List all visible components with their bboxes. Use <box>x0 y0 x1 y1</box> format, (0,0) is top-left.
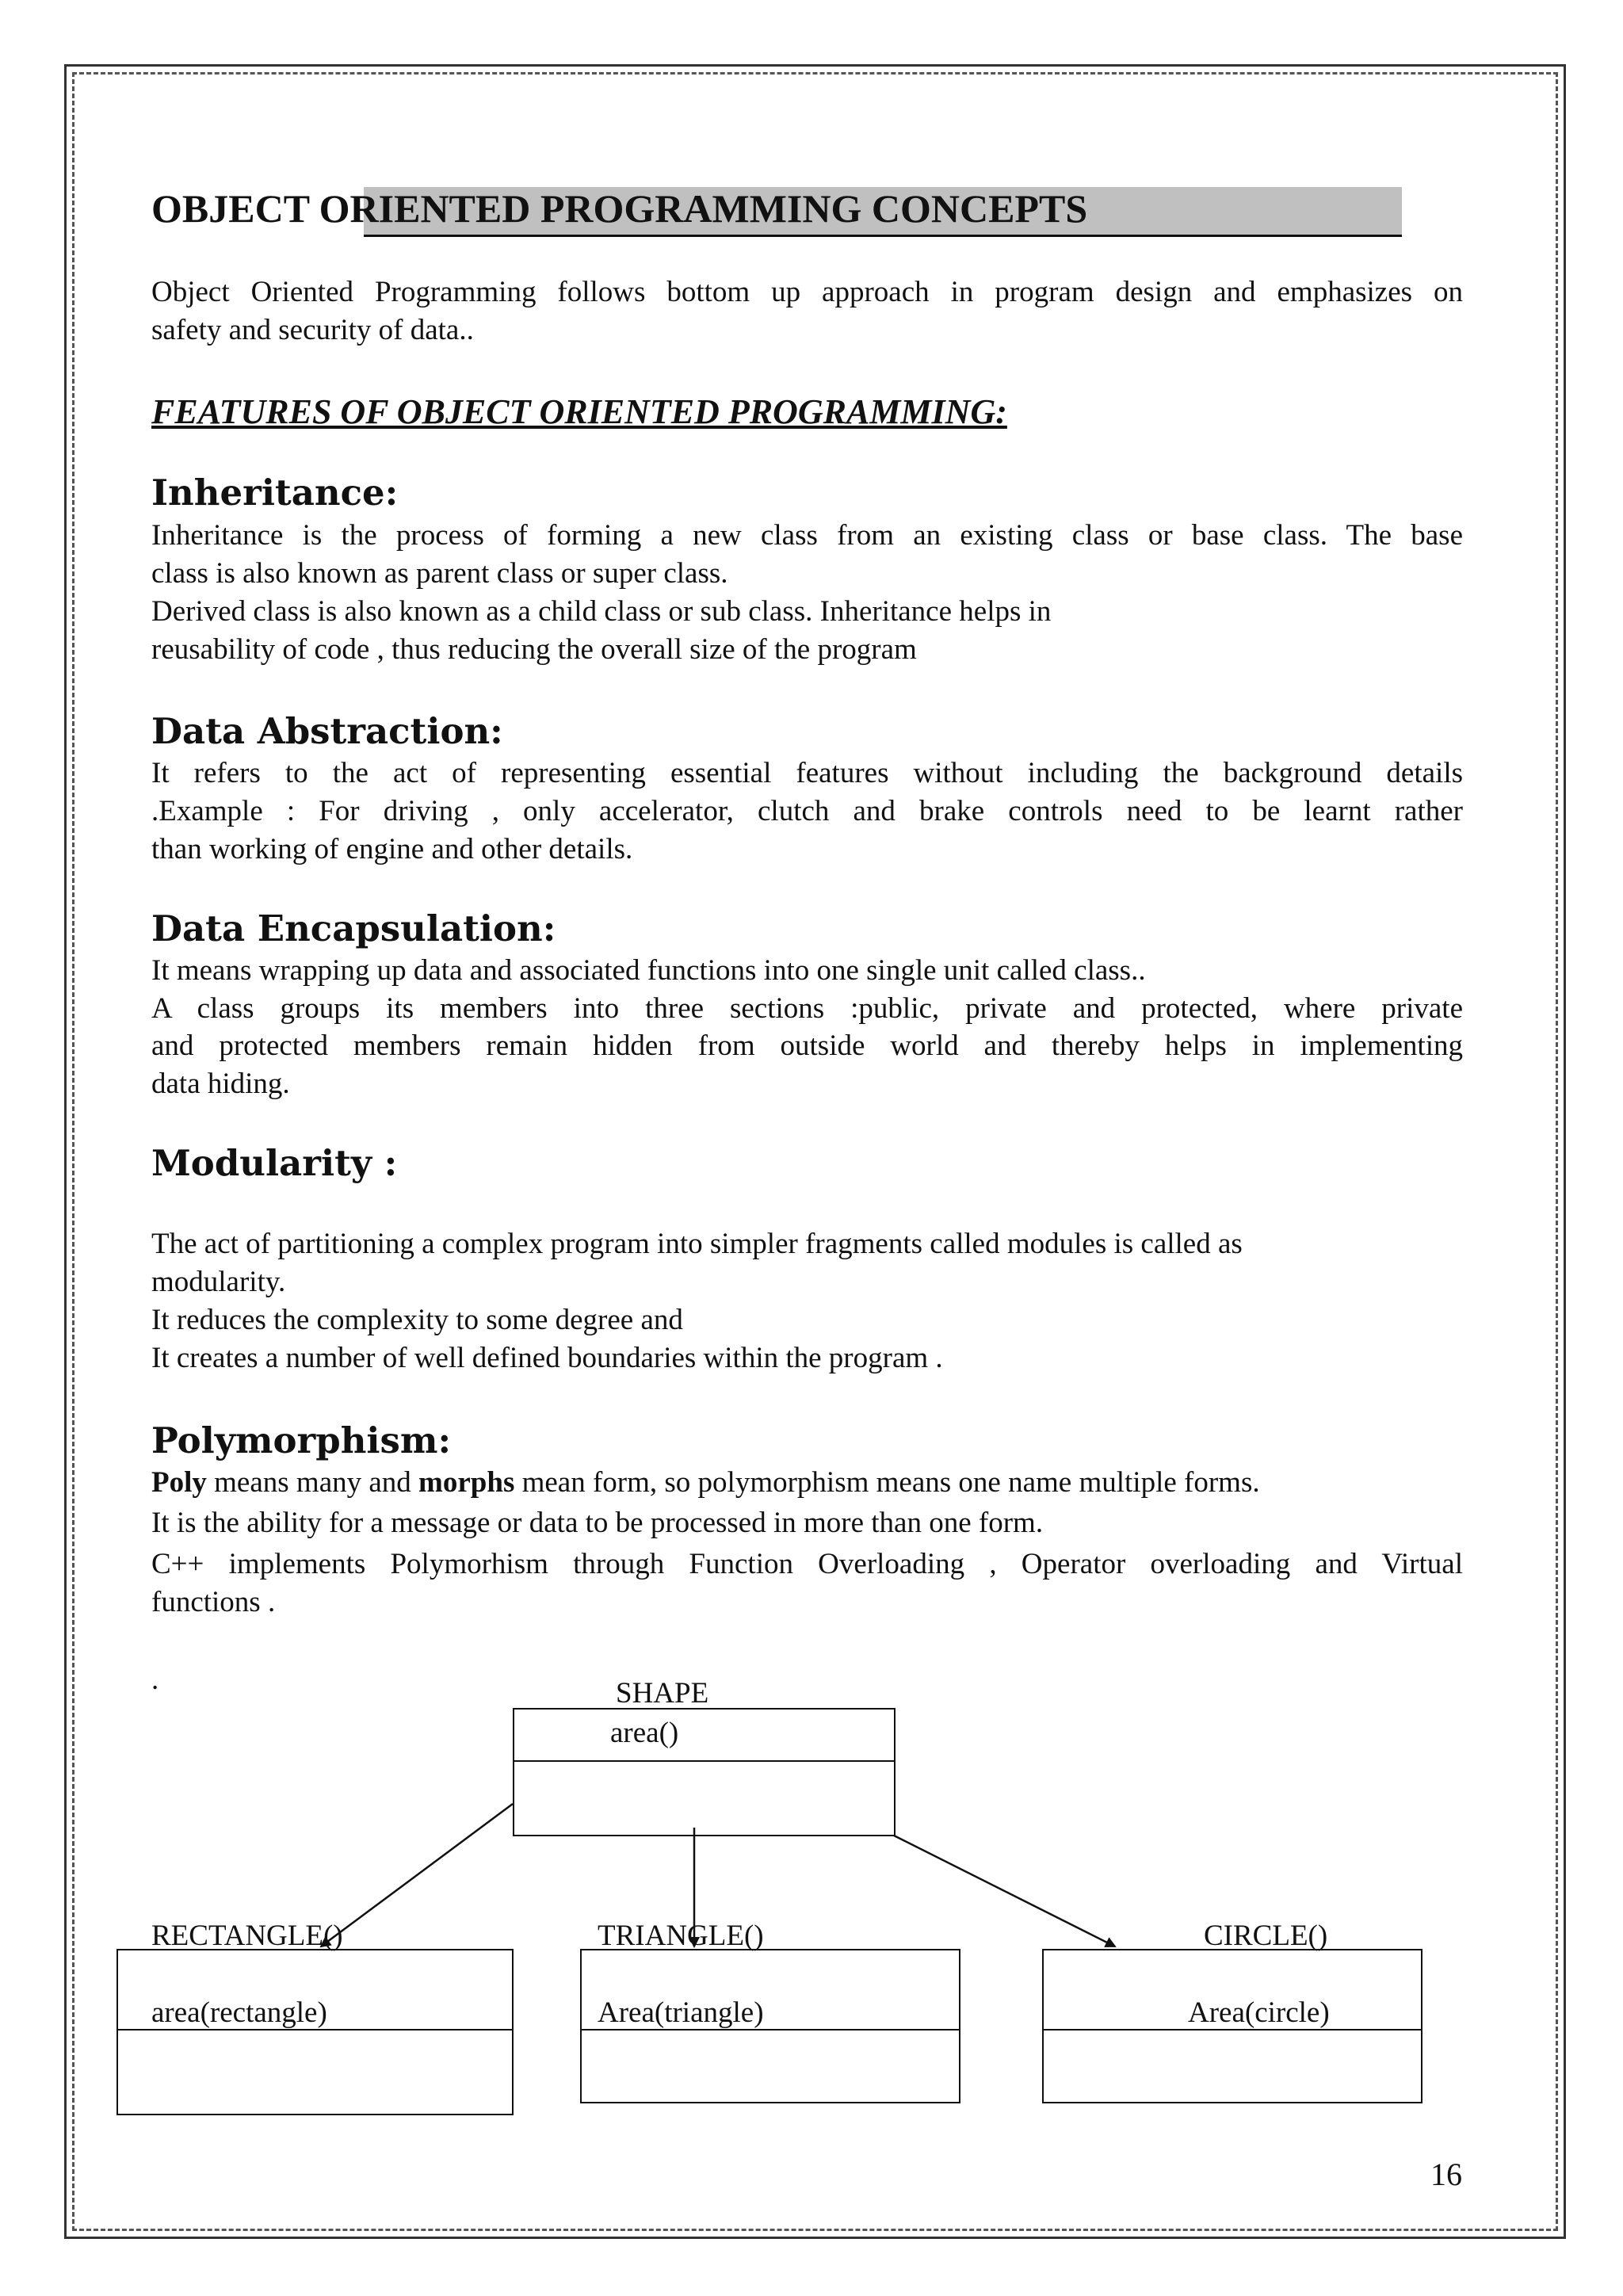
rectangle-class-name: RECTANGLE() <box>151 1920 343 1952</box>
intro-line-2: safety and security of data.. <box>151 314 474 346</box>
poly-rest: mean form, so polymorphism means one name multiple forms. <box>514 1466 1260 1499</box>
polymorphism-line-2: It is the ability for a message or data to be processed in more than one form. <box>151 1507 1044 1539</box>
polymorphism-heading: Polymorphism: <box>151 1419 452 1461</box>
abstraction-line-2: .Example : For driving , only accelerator, clutch and brake controls need to be learnt rather <box>151 795 1463 827</box>
modularity-heading: Modularity : <box>151 1142 398 1184</box>
polymorphism-line-3: C++ implements Polymorhism through Function Overloading , Operator overloading and Virtual <box>151 1548 1463 1580</box>
abstraction-line-3: than working of engine and other details. <box>151 833 633 865</box>
encapsulation-heading: Data Encapsulation: <box>151 907 556 949</box>
arrow-to-rectangle <box>321 1804 513 1946</box>
encapsulation-line-3: and protected members remain hidden from outside world and thereby helps in implementing <box>151 1030 1463 1062</box>
inheritance-line-3: Derived class is also known as a child class or sub class. Inheritance helps in <box>151 595 1052 628</box>
triangle-class-name: TRIANGLE() <box>598 1920 764 1952</box>
stray-dot: . <box>151 1664 159 1696</box>
morphs-term: morphs <box>418 1466 515 1499</box>
modularity-line-2: modularity. <box>151 1266 286 1298</box>
shape-class-divider <box>513 1760 896 1762</box>
encapsulation-line-2: A class groups its members into three sections :public, private and protected, where private <box>151 992 1463 1025</box>
shape-class-box <box>513 1708 896 1836</box>
shape-method: area() <box>610 1717 679 1749</box>
inheritance-heading: Inheritance: <box>151 472 399 514</box>
shape-class-name: SHAPE <box>616 1677 709 1710</box>
circle-method: Area(circle) <box>1188 1996 1330 2029</box>
inheritance-line-1: Inheritance is the process of forming a new class from an existing class or base class. The base <box>151 519 1463 552</box>
modularity-line-1: The act of partitioning a complex program into simpler fragments called modules is called as <box>151 1228 1243 1260</box>
page-title: OBJECT ORIENTED PROGRAMMING CONCEPTS <box>151 186 1088 231</box>
features-heading: FEATURES OF OBJECT ORIENTED PROGRAMMING: <box>151 392 1007 431</box>
inheritance-line-4: reusability of code , thus reducing the overall size of the program <box>151 633 917 666</box>
rectangle-class-box <box>116 1949 514 2115</box>
circle-class-name: CIRCLE() <box>1204 1920 1328 1952</box>
polymorphism-line-4: functions . <box>151 1586 276 1618</box>
rectangle-method: area(rectangle) <box>151 1996 327 2029</box>
encapsulation-line-4: data hiding. <box>151 1068 290 1100</box>
abstraction-line-1: It refers to the act of representing essential features without including the background details <box>151 757 1463 789</box>
abstraction-heading: Data Abstraction: <box>151 710 503 752</box>
page-number: 16 <box>1430 2157 1462 2192</box>
triangle-method: Area(triangle) <box>598 1996 764 2029</box>
poly-term: Poly <box>151 1466 207 1499</box>
modularity-line-4: It creates a number of well defined boundaries within the program . <box>151 1342 943 1374</box>
arrow-to-circle <box>894 1836 1115 1946</box>
encapsulation-line-1: It means wrapping up data and associated functions into one single unit called class.. <box>151 954 1146 987</box>
inheritance-line-2: class is also known as parent class or super class. <box>151 557 728 590</box>
poly-mid: means many and <box>206 1466 419 1499</box>
intro-line-1: Object Oriented Programming follows bottom up approach in program design and emphasizes on <box>151 276 1463 308</box>
modularity-line-3: It reduces the complexity to some degree and <box>151 1304 683 1336</box>
